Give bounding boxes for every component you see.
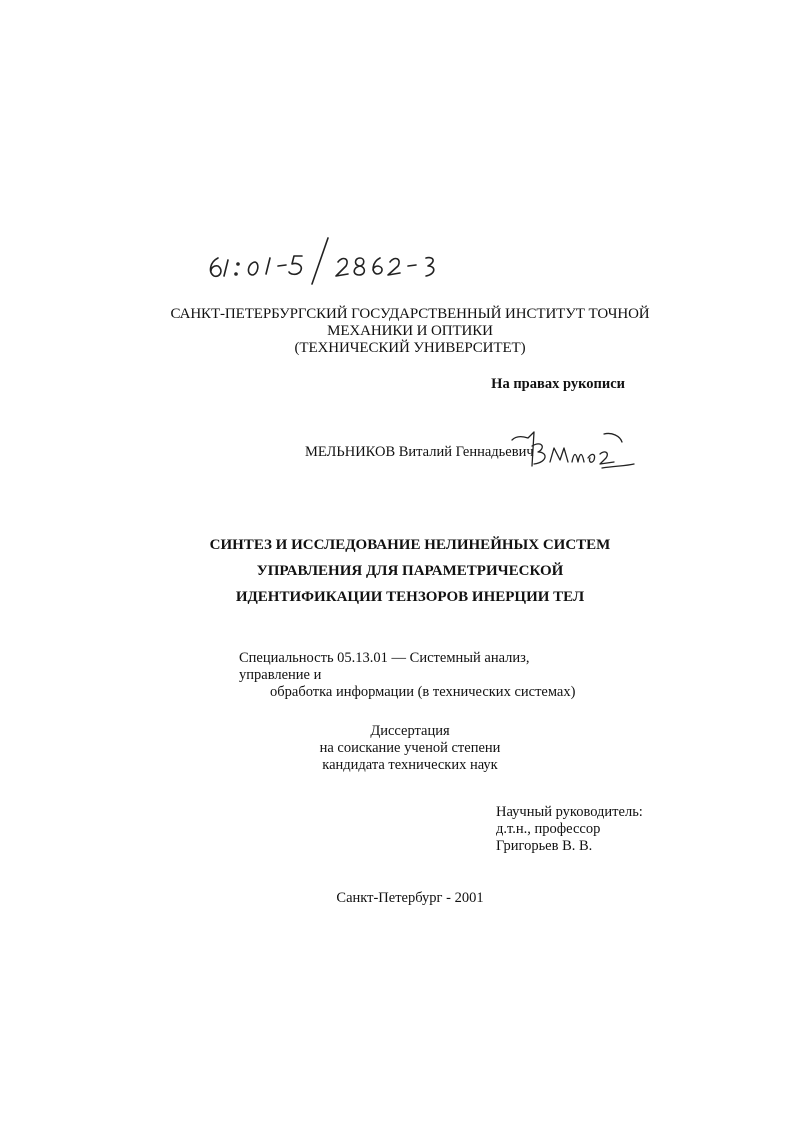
dissertation-degree: [300, 723, 520, 774]
dissertation-line-1: Диссертация: [370, 723, 450, 739]
title-line-1: СИНТЕЗ И ИССЛЕДОВАНИЕ НЕЛИНЕЙНЫХ СИСТЕМ: [209, 537, 611, 553]
specialty: [220, 650, 600, 701]
dissertation-title: [200, 532, 620, 610]
author-name: МЕЛЬНИКОВ Виталий Геннадьевич: [305, 444, 534, 460]
rights-note: На правах рукописи: [491, 376, 625, 392]
archive-number-handwritten: [200, 228, 460, 288]
institution-name: [170, 306, 650, 357]
handwritten-number-image: [200, 228, 460, 288]
scientific-supervisor: [496, 804, 676, 855]
institution-line-1: САНКТ-ПЕТЕРБУРГСКИЙ ГОСУДАРСТВЕННЫЙ ИНСТИТУТ ТОЧНОЙ: [170, 306, 650, 322]
city-year: Санкт-Петербург - 2001: [336, 890, 484, 906]
institution-line-2: МЕХАНИКИ И ОПТИКИ: [327, 323, 493, 339]
title-line-3: ИДЕНТИФИКАЦИИ ТЕНЗОРОВ ИНЕРЦИИ ТЕЛ: [235, 589, 585, 605]
specialty-line-2: обработка информации (в технических системах): [270, 684, 576, 700]
institution-line-3: (ТЕХНИЧЕСКИЙ УНИВЕРСИТЕТ): [294, 340, 526, 356]
supervisor-line-3: Григорьев В. В.: [496, 838, 593, 854]
supervisor-line-2: д.т.н., профессор: [496, 821, 601, 837]
signature-image: [510, 422, 635, 472]
dissertation-line-2: на соискание ученой степени: [319, 740, 501, 756]
supervisor-line-1: Научный руководитель:: [496, 804, 643, 820]
specialty-line-1: Специальность 05.13.01 — Системный анализ, управление и: [239, 650, 530, 683]
dissertation-line-3: кандидата технических наук: [322, 757, 498, 773]
title-line-2: УПРАВЛЕНИЯ ДЛЯ ПАРАМЕТРИЧЕСКОЙ: [256, 563, 564, 579]
author-signature: [510, 422, 635, 472]
